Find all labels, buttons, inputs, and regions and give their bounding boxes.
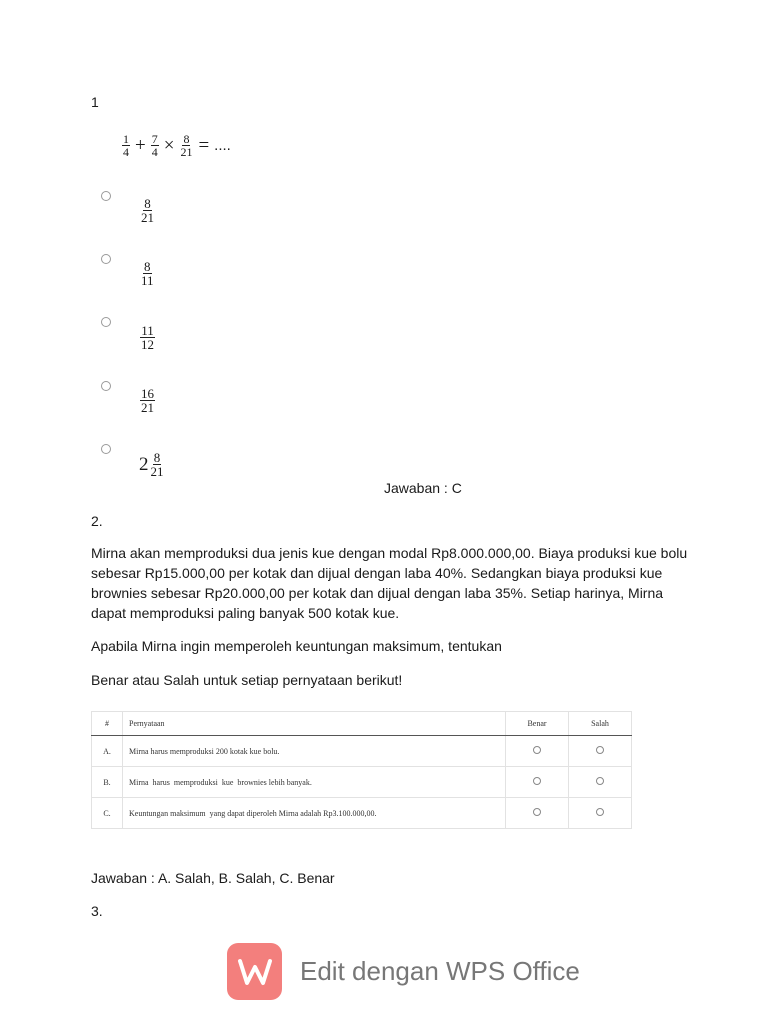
times-sign: × [163, 134, 175, 156]
option-e-radio[interactable] [101, 444, 111, 454]
option-a-fraction: $\frac{8}{21}$ [141, 196, 154, 225]
option-b-radio[interactable] [101, 254, 111, 264]
equals-sign: = [198, 134, 210, 156]
table-row [92, 798, 632, 829]
fraction-eight-twentyfirsts: $\frac{8}{21}$ [180, 132, 193, 159]
fraction-seven-quarters: $\frac{7}{4}$ [151, 132, 158, 159]
question-2-answer: Jawaban : A. Salah, B. Salah, C. Benar [91, 870, 335, 886]
wps-w-icon [237, 957, 273, 987]
row-c-false-radio[interactable] [596, 808, 604, 816]
row-a-false-radio[interactable] [596, 746, 604, 754]
question-2-paragraph: Mirna akan memproduksi dua jenis kue dengan modal Rp8.000.000,00. Biaya produksi kue bolu sebesar Rp15.000,00 per kotak dan dijual dengan laba 40%. Sedangkan biaya produksi kue brownies sebesar Rp20.000,00 per kotak dan dijual dengan laba 35%. Setiap harinya, Mirna dapat memproduksi paling banyak 500 kotak kue. [91, 545, 688, 621]
header-true: Benar [506, 712, 569, 736]
header-number: # [92, 712, 123, 736]
row-statement: Mirna harus memproduksi kue brownies lebih banyak. [123, 767, 506, 798]
fraction-one-quarter: $\frac{1}{4}$ [123, 132, 129, 159]
table-header-row [92, 712, 632, 736]
wps-logo-icon[interactable] [227, 943, 282, 1000]
row-label: B. [92, 767, 123, 798]
row-b-true-radio[interactable] [533, 777, 541, 785]
question-3-number: 3. [91, 903, 103, 919]
row-statement: Keuntungan maksimum yang dapat diperoleh Mirna adalah Rp3.100.000,00. [123, 798, 506, 829]
question-1-number: 1 [91, 94, 99, 110]
table-row [92, 767, 632, 798]
plus-sign: + [135, 134, 146, 156]
option-b-fraction: $\frac{8}{11}$ [141, 259, 154, 288]
row-a-true-radio[interactable] [533, 746, 541, 754]
table-row [92, 736, 632, 767]
statement-table [91, 711, 632, 829]
header-false: Salah [569, 712, 632, 736]
question-2-prompt: Benar atau Salah untuk setiap pernyataan berikut! [91, 672, 403, 688]
option-c-fraction: $\frac{11}{12}$ [141, 323, 154, 352]
question-1-answer: Jawaban : C [384, 480, 462, 496]
option-a-radio[interactable] [101, 191, 111, 201]
ellipsis: .... [214, 137, 231, 154]
option-d-fraction: $\frac{16}{21}$ [141, 386, 154, 415]
question-2-instruction: Apabila Mirna ingin memperoleh keuntungan maksimum, tentukan [91, 638, 502, 654]
wps-edit-link[interactable]: Edit dengan WPS Office [300, 956, 580, 986]
row-b-false-radio[interactable] [596, 777, 604, 785]
row-c-true-radio[interactable] [533, 808, 541, 816]
question-2-number: 2. [91, 513, 103, 529]
header-statement: Pernyataan [123, 712, 506, 736]
option-c-radio[interactable] [101, 317, 111, 327]
option-d-radio[interactable] [101, 381, 111, 391]
question-1-expression [122, 133, 231, 158]
row-label: A. [92, 736, 123, 767]
row-label: C. [92, 798, 123, 829]
option-e-mixed-number: 2 $\frac{8}{21}$ [139, 450, 164, 479]
row-statement: Mirna harus memproduksi 200 kotak kue bolu. [123, 736, 506, 767]
